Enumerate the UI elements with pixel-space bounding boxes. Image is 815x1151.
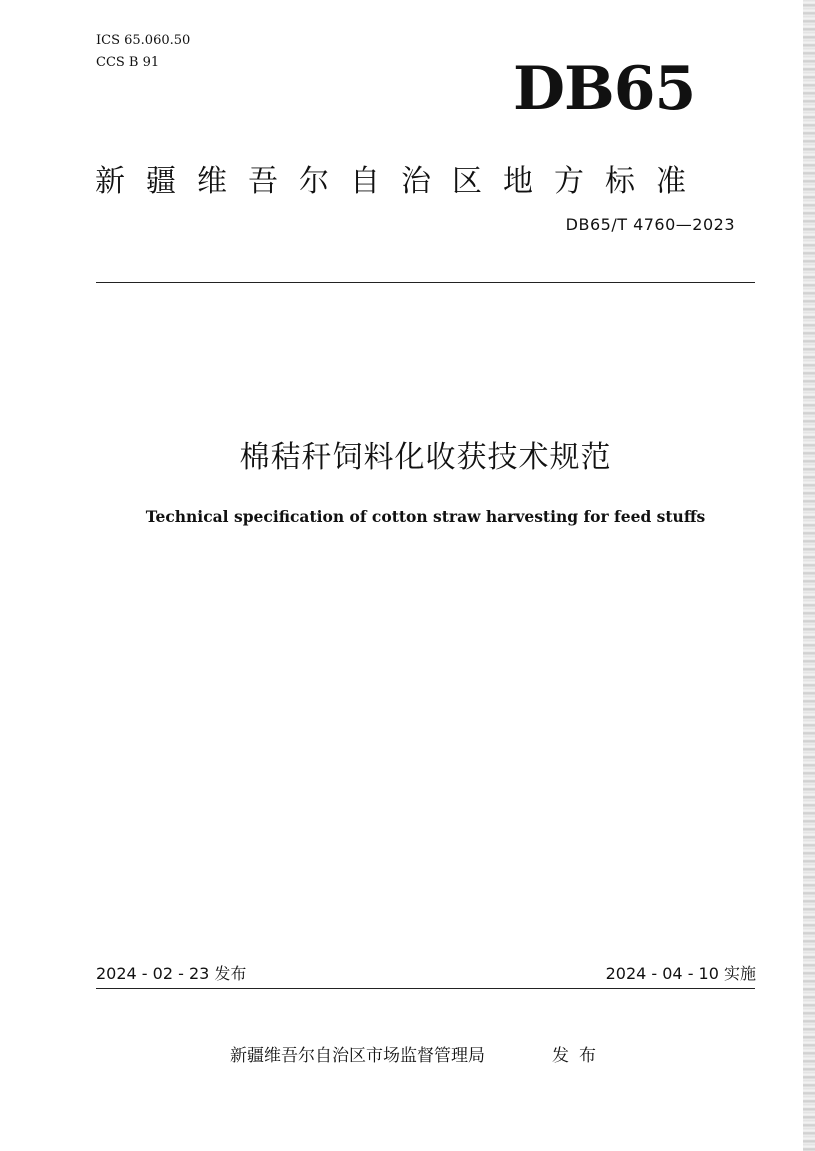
implementation-date: 2024 - 04 - 10 实施: [605, 964, 756, 983]
issuing-authority: 新疆维吾尔自治区市场监督管理局: [230, 1046, 485, 1066]
title-english: Technical specification of cotton straw harvesting for feed stuffs: [145, 507, 706, 526]
bottom-divider: [96, 988, 755, 989]
issuing-verb: 发布: [552, 1046, 606, 1066]
standard-classification: 新疆维吾尔自治区地方标准: [95, 164, 707, 199]
ccs-code: CCS B 91: [96, 55, 160, 70]
classification-codes: [96, 30, 190, 74]
issue-date: 2024 - 02 - 23 发布: [96, 964, 247, 983]
standard-number: DB65/T 4760—2023: [565, 215, 735, 234]
top-divider: [96, 282, 755, 283]
title-chinese: 棉秸秆饲料化收获技术规范: [239, 440, 612, 475]
ics-code: ICS 65.060.50: [96, 33, 191, 48]
scan-edge-artifact: [803, 0, 815, 1151]
db65-logo: DB65: [513, 54, 696, 124]
